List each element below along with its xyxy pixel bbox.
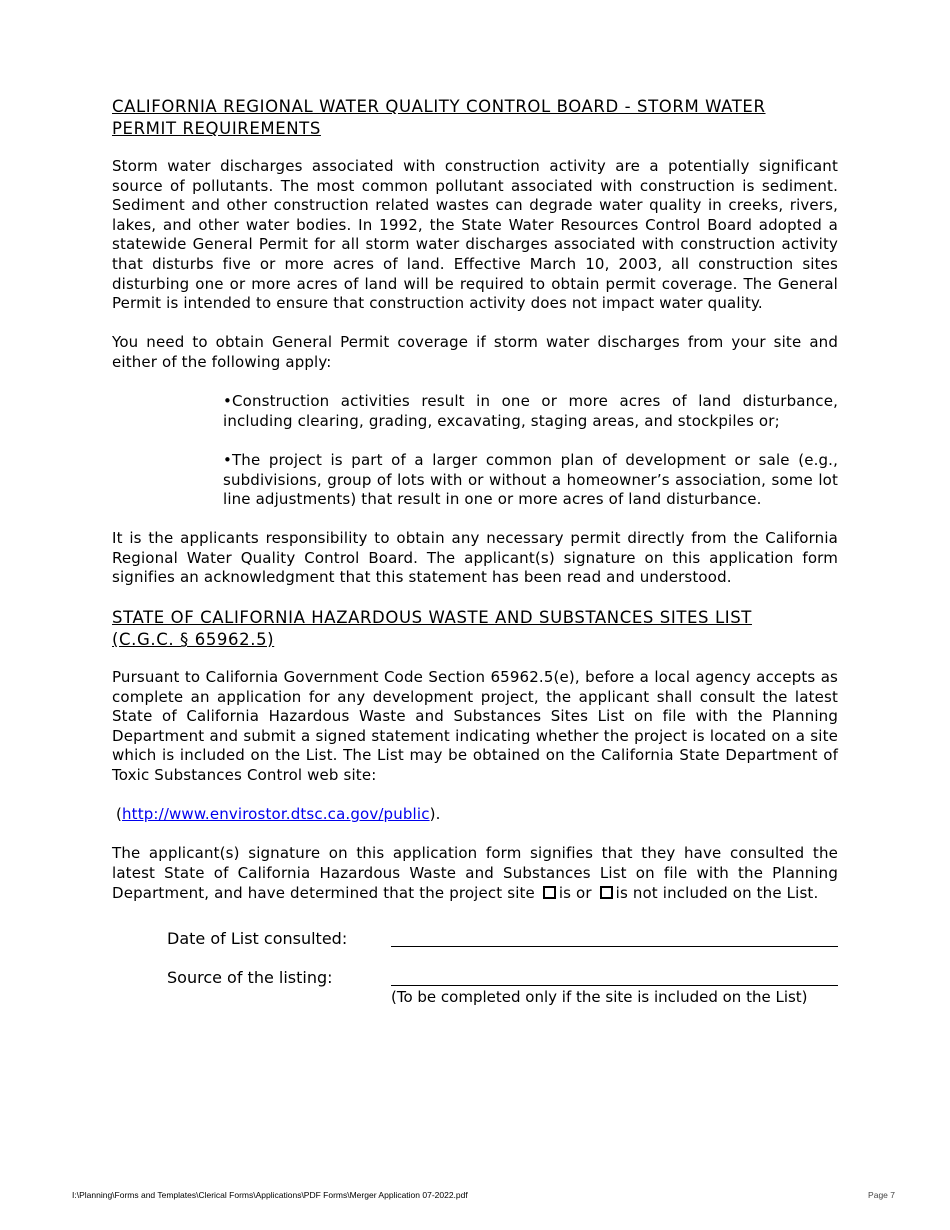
footer-page-number: Page 7 xyxy=(868,1190,895,1200)
section-heading-hazardous-waste xyxy=(112,607,838,651)
bullet-common-plan: •The project is part of a larger common plan of development or sale (e.g., subdivisions, group of lots with or without a homeowner’s association, some lot line adjustments) that result in one or more acres of land disturbance. xyxy=(223,450,838,509)
heading-line-2: (C.G.C. § 65962.5) xyxy=(112,630,275,650)
page-content xyxy=(112,96,838,903)
storm-water-paragraph: Storm water discharges associated with construction activity are a potentially significant source of pollutants. The most common pollutant associated with construction is sediment. Sediment and other construction related wastes can degrade water quality in creeks, rivers, lakes, and other water bodies. In 1992, the State Water Resources Control Board adopted a statewide General Permit for all storm water discharges associated with construction activity that disturbs five or more acres of land. Effective March 10, 2003, all construction sites disturbing one or more acres of land will be required to obtain permit coverage. The General Permit is intended to ensure that construction activity does not impact water quality. xyxy=(112,157,838,313)
is-not-included-checkbox[interactable] xyxy=(600,886,613,899)
heading-line-2: PERMIT REQUIREMENTS xyxy=(112,119,321,138)
website-line: (http://www.envirostor.dtsc.ca.gov/public). xyxy=(116,805,441,824)
completion-note: (To be completed only if the site is included on the List) xyxy=(391,988,808,1006)
bullet-construction: •Construction activities result in one or more acres of land disturbance, including clearing, grading, excavating, staging areas, and stockpiles or; xyxy=(223,392,838,430)
permit-coverage-paragraph: You need to obtain General Permit coverage if storm water discharges from your site and either of the following apply: xyxy=(112,333,838,371)
section-heading-storm-water xyxy=(112,96,838,140)
date-consulted-field[interactable] xyxy=(391,926,838,947)
dtsc-website-link[interactable]: http://www.envirostor.dtsc.ca.gov/public xyxy=(122,805,430,824)
date-label: Date of List consulted: xyxy=(167,929,348,948)
source-label: Source of the listing: xyxy=(167,968,333,987)
heading-line-1: CALIFORNIA REGIONAL WATER QUALITY CONTROL BOARD - STORM WATER xyxy=(112,97,766,116)
applicant-statement-paragraph: The applicant(s) signature on this application form signifies that they have consulted the latest State of California Hazardous Waste and Substances List on file with the Planning Department, and have determined that the project site is or is not included on the List. xyxy=(112,844,838,902)
responsibility-paragraph: It is the applicants responsibility to obtain any necessary permit directly from the California Regional Water Quality Control Board. The applicant(s) signature on this application form signifies an acknowledgment that this statement has been read and understood. xyxy=(112,529,838,587)
source-listing-field[interactable] xyxy=(391,965,838,986)
government-code-paragraph: Pursuant to California Government Code Section 65962.5(e), before a local agency accepts as complete an application for any development project, the applicant shall consult the latest State of California Hazardous Waste and Substances Sites List on file with the Planning Department and submit a signed statement indicating whether the project is located on a site which is included on the List. The List may be obtained on the California State Department of Toxic Substances Control web site: xyxy=(112,668,838,785)
footer-file-path: I:\Planning\Forms and Templates\Clerical Forms\Applications\PDF Forms\Merger Application 07-2022.pdf xyxy=(72,1190,468,1200)
heading-line-1: STATE OF CALIFORNIA HAZARDOUS WASTE AND SUBSTANCES SITES LIST xyxy=(112,608,752,628)
is-included-checkbox[interactable] xyxy=(543,886,556,899)
